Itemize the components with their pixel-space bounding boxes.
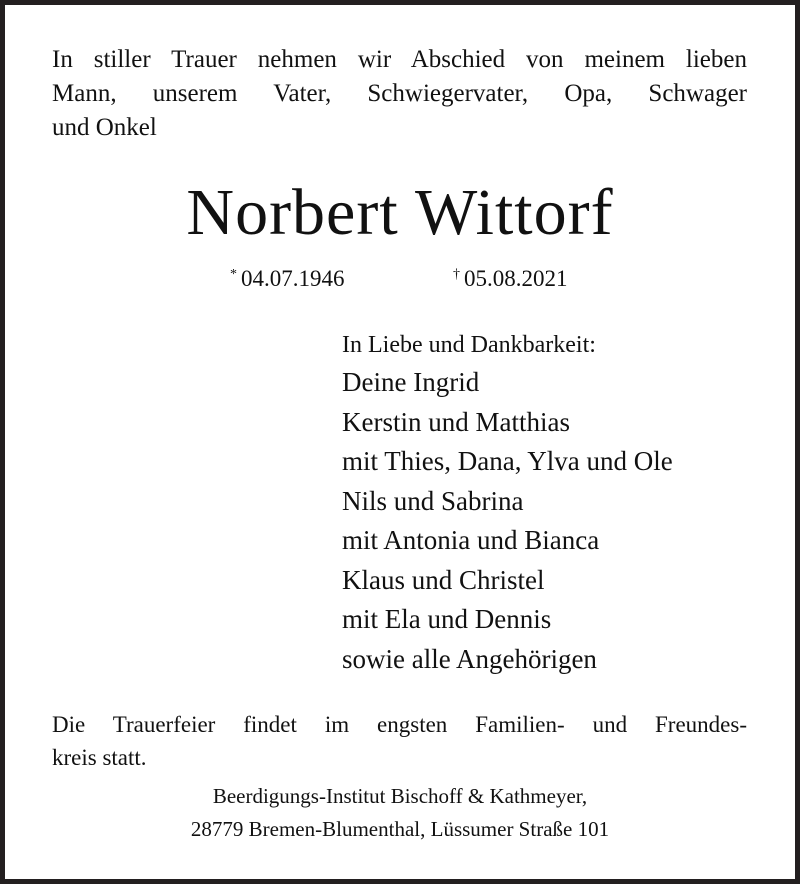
- notice-line: Die Trauerfeier findet im engsten Familien- und Freundes-: [52, 712, 747, 737]
- notice-line: kreis statt.: [52, 745, 147, 770]
- mourner-entry: sowie alle Angehörigen: [342, 643, 597, 674]
- obituary-notice: [5, 5, 795, 879]
- mourner-entry: mit Thies, Dana, Ylva und Ole: [342, 446, 673, 476]
- intro-line: und Onkel: [52, 114, 157, 141]
- mourner-entry: Deine Ingrid: [342, 367, 480, 397]
- mourner-entry: mit Antonia und Bianca: [342, 525, 600, 555]
- undertaker-name: Beerdigungs-Institut Bischoff & Kathmeyer,: [212, 784, 588, 808]
- birth-date-line: [230, 260, 345, 294]
- mourner-entry: Klaus und Christel: [342, 564, 545, 595]
- birth-date: 04.07.1946: [241, 266, 345, 291]
- mourner-entry: Kerstin und Matthias: [342, 406, 570, 437]
- mourner-entry: mit Ela und Dennis: [342, 604, 552, 634]
- mourners-heading: In Liebe und Dankbarkeit:: [342, 332, 596, 358]
- mourner-entry: Nils und Sabrina: [342, 485, 524, 516]
- deceased-name: Norbert Wittorf: [186, 176, 614, 249]
- birth-star-icon: *: [230, 267, 237, 282]
- intro-text: [52, 43, 747, 145]
- intro-line: Mann, unserem Vater, Schwiegervater, Opa, Schwager: [52, 80, 747, 107]
- funeral-notice: [52, 708, 747, 774]
- death-date-line: [453, 260, 568, 294]
- death-date: 05.08.2021: [464, 266, 568, 291]
- death-cross-icon: †: [453, 267, 460, 282]
- intro-line: In stiller Trauer nehmen wir Abschied von meinem lieben: [52, 46, 747, 73]
- undertaker-address: 28779 Bremen-Blumenthal, Lüssumer Straße 101: [190, 817, 610, 841]
- mourners-list: [342, 327, 782, 679]
- undertaker-info: [5, 780, 795, 846]
